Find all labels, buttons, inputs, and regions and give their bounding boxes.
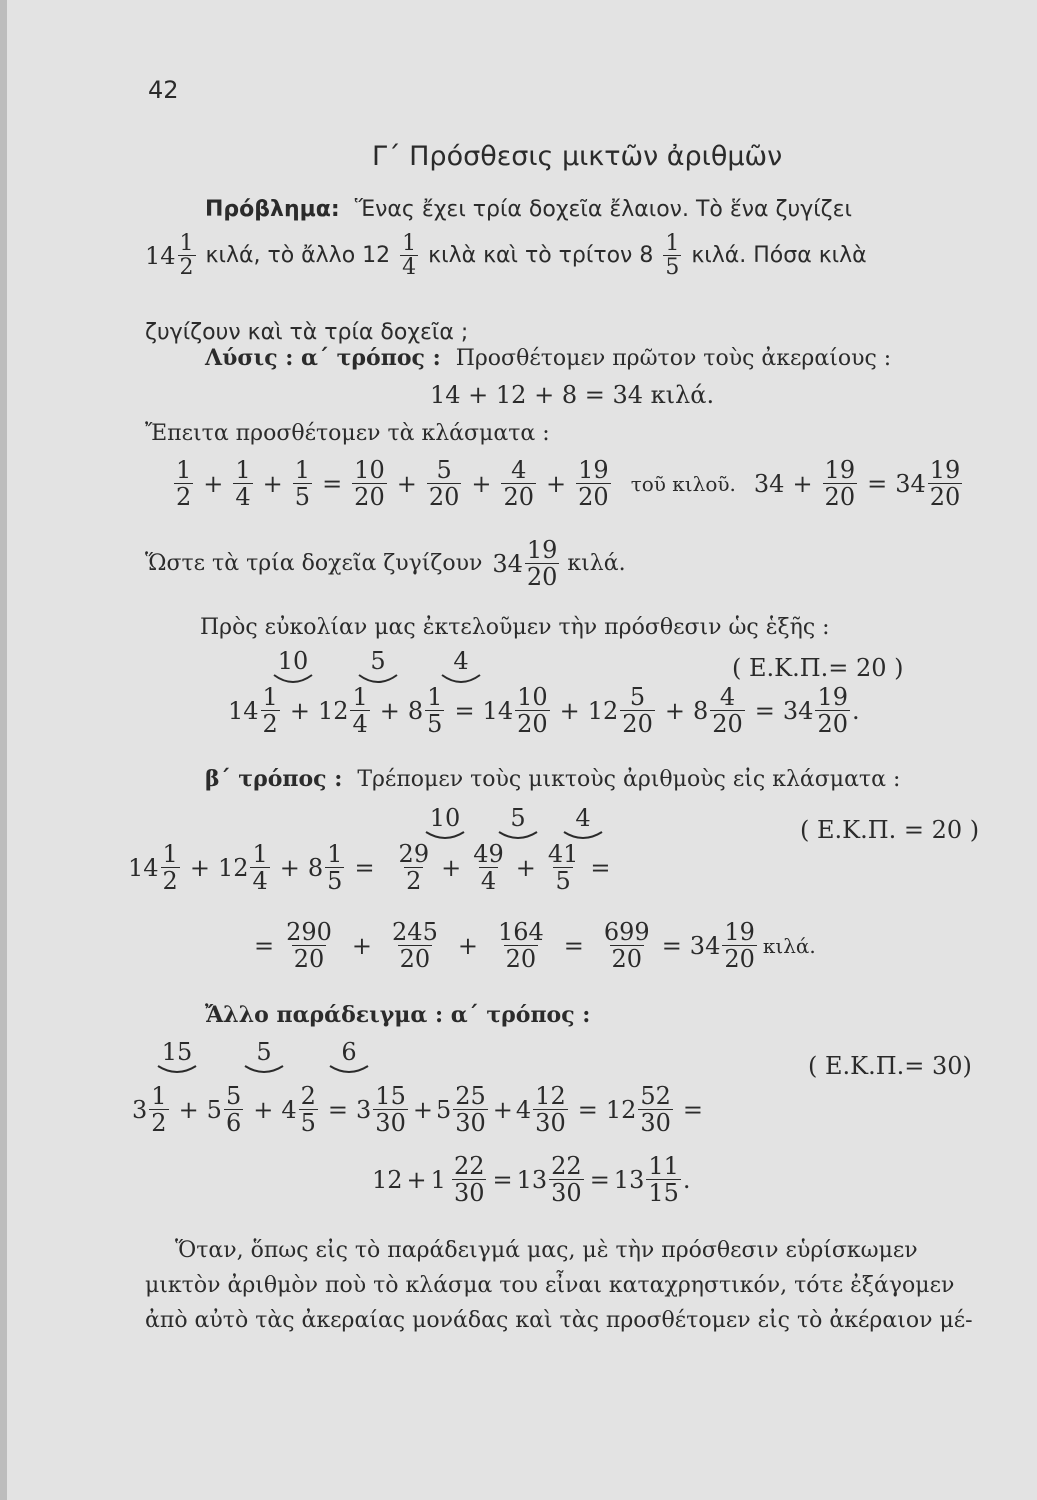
frac-19-20c: 19 20 xyxy=(929,456,961,512)
example-line-2: 12 + 1 $\frac{22}{30}$ = 13 $\frac{22}{30}$ = 13 11 15 . xyxy=(372,1152,691,1208)
m2-brace-10: 10 xyxy=(424,806,466,842)
conclusion-kila: κιλά. xyxy=(567,551,626,577)
frac-1-5: $\frac{1}{5}$ xyxy=(294,456,311,512)
conclusion-int: 34 xyxy=(492,550,523,579)
lcm-20b: ( Ε.Κ.Π. = 20 ) xyxy=(800,816,980,844)
mixed-sum-line: 14 1 2 + 12 1 4 + 8 $\frac{1}{5}$ = 14 10 20 + 12 5 20 + 8 $\frac{4}{20}$ = 34 19 20 . xyxy=(228,683,860,739)
closing-line-3: ἀπὸ αὐτὸ τὰς ἀκεραίας μονάδας καὶ τὰς προσθέτομεν εἰς τὸ ἀκέραιον μέ- xyxy=(145,1308,973,1333)
solution-line-1 xyxy=(205,347,891,370)
weight3-fraction: 1 5 xyxy=(665,231,680,281)
frac-1-2: 1 2 xyxy=(176,456,192,512)
frac-19-20: $\frac{19}{20}$ xyxy=(578,456,609,512)
weight1-fraction: 1 2 xyxy=(179,231,194,281)
method2-text: Τρέπομεν τοὺς μικτοὺς ἀριθμοὺς εἰς κλάσματα : xyxy=(357,767,901,792)
example-line-1: 3 1 2 + 5 5 6 + 4 $\frac{2}{5}$ = 3 15 30 + 5 25 30 + 4 $\frac{12}{30}$ = 12 $\frac{52}{30}$ = xyxy=(132,1082,704,1138)
int-34b: 34 xyxy=(895,470,926,499)
problem-label: Πρόβλημα: xyxy=(205,197,340,222)
m2-brace-4: 4 xyxy=(562,806,604,842)
frac-10-20: $\frac{10}{20}$ xyxy=(354,456,385,512)
frac-1-4: $\frac{1}{4}$ xyxy=(235,456,251,512)
frac-5-20: $\frac{5}{20}$ xyxy=(428,456,460,512)
closing-line-2: μικτὸν ἀριθμὸν ποὺ τὸ κλάσμα του εἶναι καταχρηστικόν, τότε ἐξάγομεν xyxy=(145,1273,955,1298)
brace-4: 4 xyxy=(440,649,482,687)
ex-brace-6: 6 xyxy=(328,1040,370,1076)
improper-line: 14 1 2 + 12 1 4 + 8 $\frac{1}{5}$ = $\frac{29}{2}$ + $\frac{49}{4}$ + $\frac{41}{5}$ = xyxy=(128,840,611,896)
method2-label: β΄ τρόπος : xyxy=(205,766,343,792)
problem-text-4: κιλά. Πόσα κιλὰ xyxy=(691,243,867,269)
conclusion-text: Ὥστε τὰ τρία δοχεῖα ζυγίζουν xyxy=(145,551,483,577)
section-title: Γ΄ Πρόσθεσις μικτῶν ἀριθμῶν xyxy=(372,141,783,172)
easy-method-text: Πρὸς εὐκολίαν μας ἐκτελοῦμεν τὴν πρόσθεσιν ὡς ἑξῆς : xyxy=(200,615,830,640)
of-kilo-text: τοῦ κιλοῦ. xyxy=(630,472,736,497)
problem-line-1 xyxy=(205,199,852,221)
fraction-sum-line: 1 2 + $\frac{1}{4}$ + $\frac{1}{5}$ = $\frac{10}{20}$ + $\frac{5}{20}$ + $\frac{4}{20}$ + $\frac{19}{20}$ τοῦ κιλοῦ. 34 + $\frac{19}{20}$ = 34 19 20 xyxy=(176,456,961,512)
closing-line-1: Ὅταν, ὅπως εἰς τὸ παράδειγμά μας, μὲ τὴν πρόσθεσιν εὑρίσκωμεν xyxy=(175,1238,918,1263)
solution-text: Προσθέτομεν πρῶτον τοὺς ἀκεραίους : xyxy=(455,346,892,371)
then-fractions: Ἔπειτα προσθέτομεν τὰ κλάσματα : xyxy=(145,421,550,446)
weight1-whole: 14 xyxy=(145,242,176,271)
problem-text-1: Ἕνας ἔχει τρία δοχεῖα ἔλαιον. Τὸ ἕνα ζυγίζει xyxy=(354,197,852,222)
ex-brace-5: 5 xyxy=(243,1040,285,1076)
m2-brace-5: 5 xyxy=(497,806,539,842)
m2-result-line: = $\frac{290}{20}$ + $\frac{245}{20}$ + $\frac{164}{20}$ = $\frac{699}{20}$ = 34 19 20 κιλά. xyxy=(254,918,816,974)
method2-line xyxy=(205,768,900,791)
frac-19-20b: $\frac{19}{20}$ xyxy=(824,456,856,512)
brace-10: 10 xyxy=(272,649,314,687)
lcm-30: ( Ε.Κ.Π.= 30) xyxy=(808,1052,972,1080)
integers-sum: 14 + 12 + 8 = 34 κιλά. xyxy=(430,381,715,409)
lcm-20: ( Ε.Κ.Π.= 20 ) xyxy=(732,654,904,682)
solution-label: Λύσις : α΄ τρόπος : xyxy=(205,345,441,371)
problem-line-3: ζυγίζουν καὶ τὰ τρία δοχεῖα ; xyxy=(145,320,469,345)
example-label: Ἄλλο παράδειγμα : α΄ τρόπος : xyxy=(205,1002,591,1028)
problem-text-3: κιλὰ καὶ τὸ τρίτον 8 xyxy=(428,243,654,269)
frac-4-20: $\frac{4}{20}$ xyxy=(503,456,535,512)
ex-brace-15: 15 xyxy=(156,1040,198,1076)
problem-line-2 xyxy=(145,232,867,280)
page-number: 42 xyxy=(148,76,179,104)
conclusion-frac: 19 20 xyxy=(526,536,558,592)
weight2-fraction: 1 4 xyxy=(402,231,417,281)
problem-text-2: κιλά, τὸ ἄλλο 12 xyxy=(205,243,391,269)
scan-edge xyxy=(0,0,7,1500)
brace-5: 5 xyxy=(357,649,399,687)
conclusion-line xyxy=(145,538,626,591)
int-34: 34 xyxy=(753,470,785,499)
